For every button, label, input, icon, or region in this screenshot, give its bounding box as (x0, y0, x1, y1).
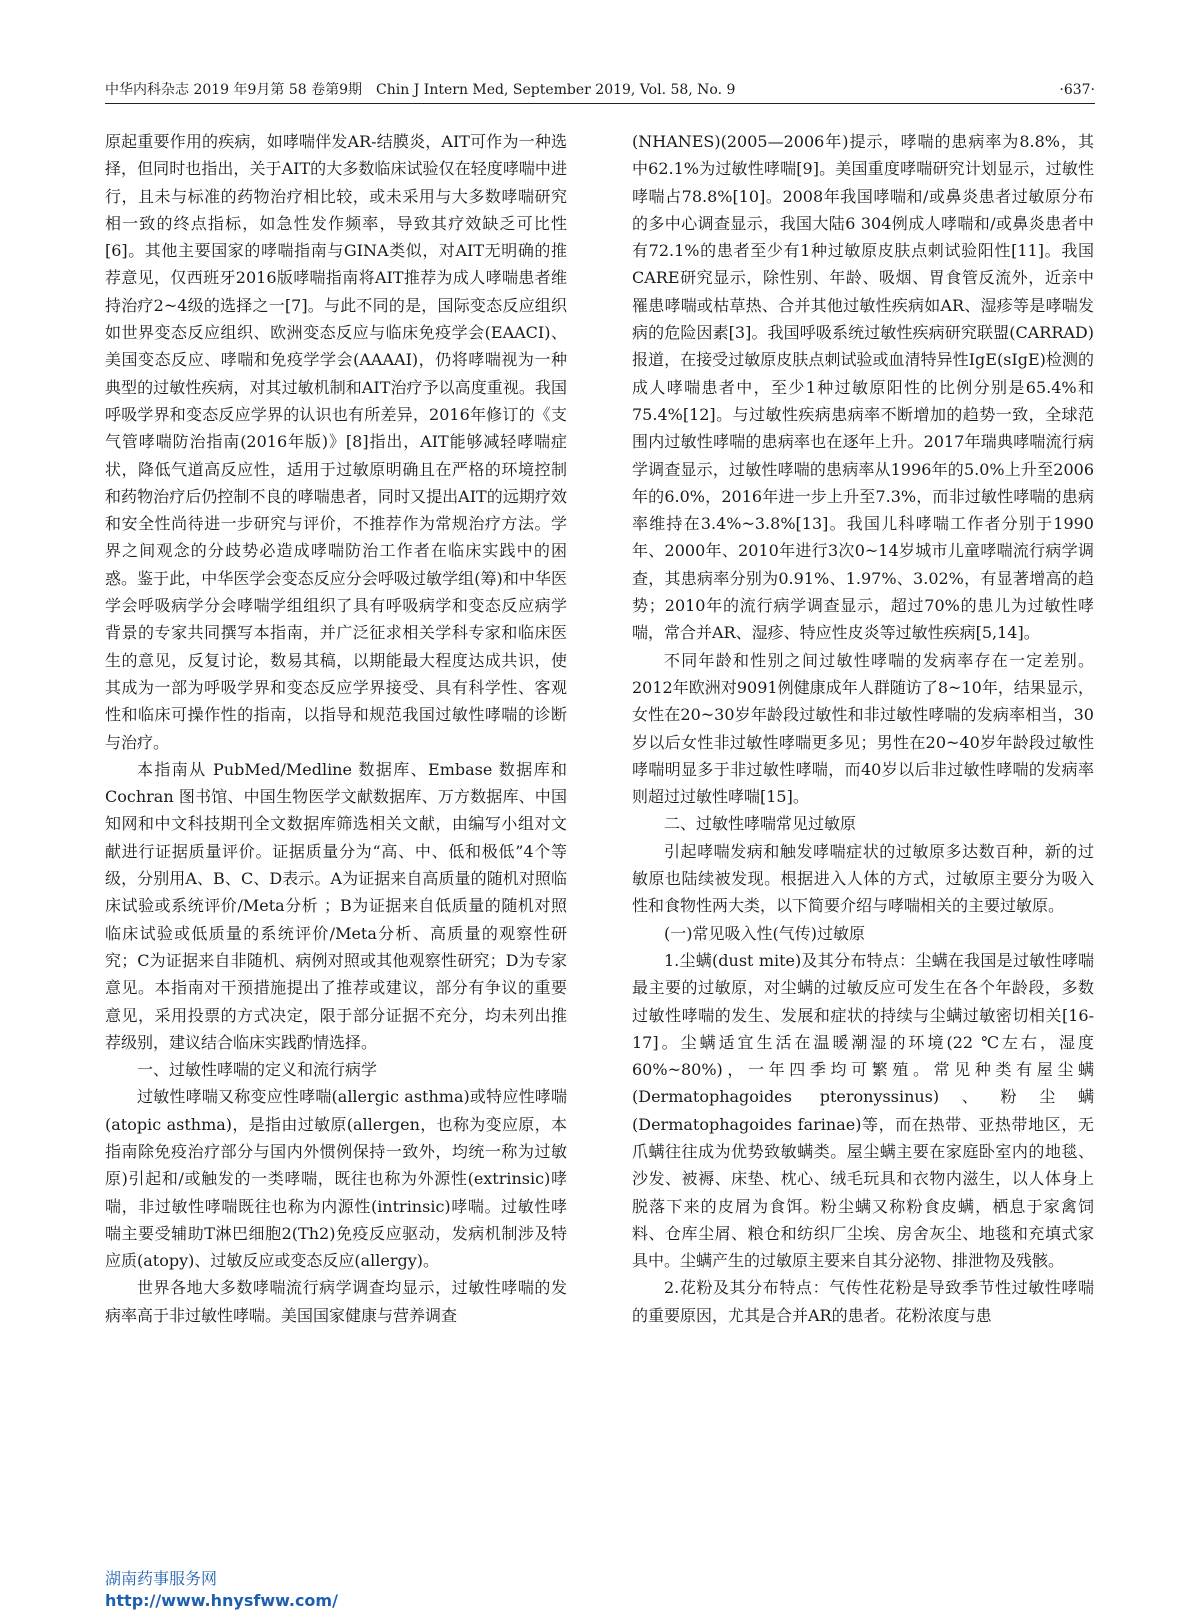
footer-watermark (105, 1568, 338, 1612)
site-url-link[interactable]: http://www.hnysfww.com/ (105, 1591, 338, 1610)
page-number: ·637· (1059, 82, 1095, 98)
body-paragraph: 1.尘螨(dust mite)及其分布特点：尘螨在我国是过敏性哮喘最主要的过敏原，对尘螨的过敏反应可发生在各个年龄段，多数过敏性哮喘的发生、发展和症状的持续与尘螨过敏密切相关[16-17]。尘螨适宜生活在温暖潮湿的环境(22 ℃左右，湿度60%~80%)，一年四季均可繁殖。常见种类有屋尘螨(Dermatophagoides pteronyssinus)、粉尘螨(Dermatophagoides farinae)等，而在热带、亚热带地区，无爪螨往往成为优势致敏螨类。屋尘螨主要在家庭卧室内的地毯、沙发、被褥、床垫、枕心、绒毛玩具和衣物内滋生，以人体身上脱落下来的皮屑为食饵。粉尘螨又称粉食皮螨，栖息于家禽饲料、仓库尘屑、粮仓和纺织厂尘埃、房舍灰尘、地毯和充填式家具中。尘螨产生的过敏原主要来自其分泌物、排泄物及残骸。 (632, 950, 1094, 1271)
body-paragraph: 引起哮喘发病和触发哮喘症状的过敏原多达数百种，新的过敏原也陆续被发现。根据进入人体的方式，过敏原主要分为吸入性和食物性两大类，以下简要介绍与哮喘相关的主要过敏原。 (632, 841, 1094, 916)
site-name: 湖南药事服务网 (105, 1569, 218, 1588)
body-paragraph: 本指南从 PubMed/Medline 数据库、Embase 数据库和Cochran 图书馆、中国生物医学文献数据库、万方数据库、中国知网和中文科技期刊全文数据库筛选相关文献，由编写小组对文献进行证据质量评价。证据质量分为“高、中、低和极低”4个等级，分别用A、B、C、D表示。A为证据来自高质量的随机对照临床试验或系统评价/Meta分析 ；B为证据来自低质量的随机对照临床试验或低质量的系统评价/Meta分析、高质量的观察性研究；C为证据来自非随机、病例对照或其他观察性研究；D为专家意见。本指南对干预措施提出了推荐或建议，部分有争议的重要意见，采用投票的方式决定，限于部分证据不充分，均未列出推荐级别，建议结合临床实践酌情选择。 (105, 759, 567, 1052)
running-header (105, 80, 1095, 102)
section-heading: 一、过敏性哮喘的定义和流行病学 (137, 1060, 378, 1080)
body-paragraph: 不同年龄和性别之间过敏性哮喘的发病率存在一定差别。2012年欧洲对9091例健康成年人群随访了8~10年，结果显示，女性在20~30岁年龄段过敏性和非过敏性哮喘的发病率相当，30岁以后女性非过敏性哮喘更多见；男性在20~40岁年龄段过敏性哮喘明显多于非过敏性哮喘，而40岁以后非过敏性哮喘的发病率则超过过敏性哮喘[15]。 (632, 650, 1094, 807)
body-paragraph: 2.花粉及其分布特点：气传性花粉是导致季节性过敏性哮喘的重要原因，尤其是合并AR的患者。花粉浓度与患 (632, 1278, 1094, 1325)
section-heading: 二、过敏性哮喘常见过敏原 (664, 814, 857, 834)
section-heading: (一)常见吸入性(气传)过敏原 (664, 923, 865, 943)
body-paragraph: 世界各地大多数哮喘流行病学调查均显示，过敏性哮喘的发病率高于非过敏性哮喘。美国国家健康与营养调查 (105, 1278, 567, 1325)
body-paragraph: 原起重要作用的疾病，如哮喘伴发AR-结膜炎，AIT可作为一种选择，但同时也指出，关于AIT的大多数临床试验仅在轻度哮喘中进行，且未与标准的药物治疗相比较，或未采用与大多数哮喘研究相一致的终点指标，如急性发作频率，导致其疗效缺乏可比性[6]。其他主要国家的哮喘指南与GINA类似，对AIT无明确的推荐意见，仅西班牙2016版哮喘指南将AIT推荐为成人哮喘患者维持治疗2~4级的选择之一[7]。与此不同的是，国际变态反应组织如世界变态反应组织、欧洲变态反应与临床免疫学会(EAACI)、美国变态反应、哮喘和免疫学学会(AAAAI)，仍将哮喘视为一种典型的过敏性疾病，对其过敏机制和AIT治疗予以高度重视。我国呼吸学界和变态反应学界的认识也有所差异，2016年修订的《支气管哮喘防治指南(2016年版)》[8]指出，AIT能够减轻哮喘症状，降低气道高反应性，适用于过敏原明确且在严格的环境控制和药物治疗后仍控制不良的哮喘患者，同时又提出AIT的远期疗效和安全性尚待进一步研究与评价，不推荐作为常规治疗方法。学界之间观念的分歧势必造成哮喘防治工作者在临床实践中的困惑。鉴于此，中华医学会变态反应分会呼吸过敏学组(筹)和中华医学会呼吸病学分会哮喘学组组织了具有呼吸病学和变态反应病学背景的专家共同撰写本指南，并广泛征求相关学科专家和临床医生的意见，反复讨论，数易其稿，以期能最大程度达成共识，使其成为一部为呼吸学界和变态反应学界接受、具有科学性、客观性和临床可操作性的指南，以指导和规范我国过敏性哮喘的诊断与治疗。 (105, 132, 567, 752)
body-paragraph: 过敏性哮喘又称变应性哮喘(allergic asthma)或特应性哮喘(atopic asthma)，是指由过敏原(allergen，也称为变应原，本指南除免疫治疗部分与国内外惯例保持一致外，均统一称为过敏原)引起和/或触发的一类哮喘，既往也称为外源性(extrinsic)哮喘，非过敏性哮喘既往也称为内源性(intrinsic)哮喘。过敏性哮喘主要受辅助T淋巴细胞2(Th2)免疫反应驱动，发病机制涉及特应质(atopy)、过敏反应或变态反应(allergy)。 (105, 1087, 567, 1271)
body-paragraph: (NHANES)(2005—2006年)提示，哮喘的患病率为8.8%，其中62.1%为过敏性哮喘[9]。美国重度哮喘研究计划显示，过敏性哮喘占78.8%[10]。2008年我国哮喘和/或鼻炎患者过敏原分布的多中心调查显示，我国大陆6 304例成人哮喘和/或鼻炎患者中有72.1%的患者至少有1种过敏原皮肤点刺试验阳性[11]。我国CARE研究显示，除性别、年龄、吸烟、胃食管反流外，近亲中罹患哮喘或枯草热、合并其他过敏性疾病如AR、湿疹等是哮喘发病的危险因素[3]。我国呼吸系统过敏性疾病研究联盟(CARRAD)报道，在接受过敏原皮肤点刺试验或血清特异性IgE(sIgE)检测的成人哮喘患者中，至少1种过敏原阳性的比例分别是65.4%和75.4%[12]。与过敏性疾病患病率不断增加的趋势一致，全球范围内过敏性哮喘的患病率也在逐年上升。2017年瑞典哮喘流行病学调查显示，过敏性哮喘的患病率从1996年的5.0%上升至2006年的6.0%，2016年进一步上升至7.3%，而非过敏性哮喘的患病率维持在3.4%~3.8%[13]。我国儿科哮喘工作者分别于1990年、2000年、2010年进行3次0~14岁城市儿童哮喘流行病学调查，其患病率分别为0.91%、1.97%、3.02%，有显著增高的趋势；2010年的流行病学调查显示，超过70%的患儿为过敏性哮喘，常合并AR、湿疹、特应性皮炎等过敏性疾病[5,14]。 (632, 132, 1094, 643)
right-column (632, 128, 1094, 1329)
left-column (105, 128, 567, 1329)
journal-citation: 中华内科杂志 2019 年9月第 58 卷第9期 Chin J Intern Med, September 2019, Vol. 58, No. 9 (105, 82, 736, 98)
header-rule (105, 103, 1095, 104)
